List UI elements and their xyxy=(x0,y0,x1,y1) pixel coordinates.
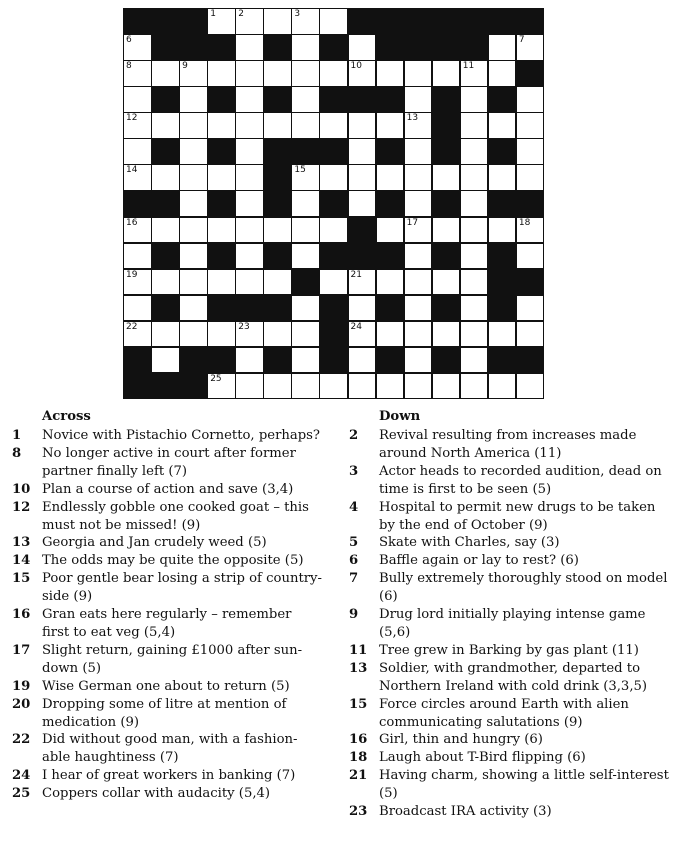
clue-number: 18 xyxy=(518,217,531,228)
grid-cell[interactable] xyxy=(349,35,376,60)
grid-cell[interactable] xyxy=(236,9,263,34)
across-clue xyxy=(12,731,322,767)
clue-number: 14 xyxy=(12,553,31,569)
clue-number: 18 xyxy=(349,750,368,766)
clue-number: 25 xyxy=(210,373,222,384)
grid-cell[interactable] xyxy=(208,9,235,34)
grid-cell[interactable] xyxy=(124,270,151,295)
clue-text: Soldier, with grandmother, departed to Northern Ireland with cold drink (3,3,5) xyxy=(379,660,648,694)
down-clue xyxy=(349,606,669,642)
clue-text: Did without good man, with a fashion-able haughtiness (7) xyxy=(42,732,298,766)
clue-number: 1 xyxy=(210,9,216,19)
clue-text: Endlessly gobble one cooked goat – this must not be missed! (9) xyxy=(42,499,309,533)
grid-cell[interactable] xyxy=(236,35,263,60)
down-clue-list xyxy=(349,427,669,821)
grid-cell[interactable] xyxy=(461,374,488,399)
clue-text: Drug lord initially playing intense game (5,6) xyxy=(379,607,646,640)
grid-cell[interactable] xyxy=(320,374,347,399)
grid-cell[interactable] xyxy=(349,191,376,216)
grid-cell[interactable] xyxy=(208,374,235,399)
clue-number: 9 xyxy=(349,607,359,623)
grid-cell[interactable] xyxy=(349,139,376,164)
grid-cell[interactable] xyxy=(236,244,263,269)
clue-text: Novice with Pistachio Cornetto, perhaps? xyxy=(42,428,321,443)
grid-cell[interactable] xyxy=(405,322,432,347)
clue-number: 8 xyxy=(12,445,22,461)
clue-number: 24 xyxy=(350,321,362,332)
grid-cell[interactable] xyxy=(208,270,235,295)
grid-cell[interactable] xyxy=(349,296,376,321)
clue-number: 23 xyxy=(238,321,250,332)
down-clue xyxy=(349,696,669,732)
grid-cell[interactable] xyxy=(377,218,404,243)
grid-cell[interactable] xyxy=(124,139,151,164)
grid-cell[interactable] xyxy=(208,61,235,86)
grid-cell[interactable] xyxy=(320,113,347,138)
across-clue xyxy=(12,499,322,535)
grid-cell[interactable] xyxy=(236,139,263,164)
grid-cell[interactable] xyxy=(461,322,488,347)
clue-number: 3 xyxy=(349,463,359,479)
clue-text: Actor heads to recorded audition, dead on time is first to be seen (5) xyxy=(379,463,662,497)
clue-number: 12 xyxy=(12,499,31,515)
grid-cell[interactable] xyxy=(461,139,488,164)
clue-number: 5 xyxy=(349,535,359,551)
across-clue xyxy=(12,785,322,803)
clue-number: 22 xyxy=(126,321,138,332)
grid-cell[interactable] xyxy=(320,61,347,86)
clue-number: 13 xyxy=(12,535,31,551)
grid-cell[interactable] xyxy=(517,139,544,164)
grid-cell[interactable] xyxy=(433,61,460,86)
clue-text: Gran eats here regularly – remember first to eat veg (5,4) xyxy=(42,607,292,640)
grid-cell[interactable] xyxy=(264,9,291,34)
clue-text: Baffle again or lay to rest? (6) xyxy=(379,553,579,569)
grid-cell[interactable] xyxy=(405,374,432,399)
grid-cell[interactable] xyxy=(320,270,347,295)
across-clue xyxy=(12,445,322,481)
clue-number: 10 xyxy=(350,61,362,72)
clue-text: Girl, thin and hungry (6) xyxy=(379,732,543,748)
clue-text: Hospital to permit new drugs to be taken by the end of October (9) xyxy=(379,499,656,533)
clue-number: 1 xyxy=(12,428,22,443)
grid-cell[interactable] xyxy=(180,270,207,295)
grid-cell[interactable] xyxy=(405,113,432,138)
clue-number: 21 xyxy=(350,269,362,280)
grid-cell[interactable] xyxy=(236,191,263,216)
crossword-grid xyxy=(123,8,544,399)
grid-cell[interactable] xyxy=(236,322,263,347)
clue-text: Slight return, gaining £1000 after sun-down (5) xyxy=(42,642,303,676)
grid-cell[interactable] xyxy=(433,322,460,347)
grid-cell[interactable] xyxy=(405,296,432,321)
grid-cell[interactable] xyxy=(517,35,544,60)
grid-cell[interactable] xyxy=(489,374,516,399)
grid-cell[interactable] xyxy=(461,218,488,243)
clue-number: 16 xyxy=(349,732,368,748)
clue-number: 2 xyxy=(238,9,244,19)
clue-number: 13 xyxy=(349,660,368,676)
clue-number: 25 xyxy=(12,786,31,802)
grid-cell[interactable] xyxy=(124,35,151,60)
grid-cell[interactable] xyxy=(208,218,235,243)
grid-cell[interactable] xyxy=(517,374,544,399)
clue-number: 8 xyxy=(126,61,132,72)
clue-number: 6 xyxy=(349,553,359,569)
grid-cell[interactable] xyxy=(236,348,263,373)
clue-number: 14 xyxy=(126,165,138,176)
clue-number: 9 xyxy=(182,61,188,72)
grid-cell[interactable] xyxy=(377,322,404,347)
clue-number: 23 xyxy=(349,804,368,820)
clue-number: 15 xyxy=(294,165,306,176)
down-clues xyxy=(349,408,669,821)
grid-cell[interactable] xyxy=(461,113,488,138)
grid-cell[interactable] xyxy=(180,113,207,138)
grid-cell[interactable] xyxy=(349,374,376,399)
across-clue xyxy=(12,642,322,678)
grid-cell[interactable] xyxy=(377,61,404,86)
grid-cell[interactable] xyxy=(489,35,516,60)
down-clue xyxy=(349,552,669,570)
clue-text: Broadcast IRA activity (3) xyxy=(379,804,552,820)
grid-cell[interactable] xyxy=(292,191,319,216)
clue-text: Poor gentle bear losing a strip of country-side (9) xyxy=(42,571,322,605)
grid-cell[interactable] xyxy=(405,218,432,243)
grid-cell[interactable] xyxy=(517,296,544,321)
grid-cell[interactable] xyxy=(377,165,404,190)
clue-text: No longer active in court after former partner finally left (7) xyxy=(42,445,296,479)
grid-cell[interactable] xyxy=(180,165,207,190)
clue-number: 22 xyxy=(12,732,31,748)
grid-cell[interactable] xyxy=(124,165,151,190)
grid-cell[interactable] xyxy=(292,9,319,34)
grid-cell[interactable] xyxy=(405,191,432,216)
down-clue xyxy=(349,767,669,803)
grid-cell[interactable] xyxy=(152,165,179,190)
grid-cell[interactable] xyxy=(433,374,460,399)
grid-cell[interactable] xyxy=(433,165,460,190)
grid-cell[interactable] xyxy=(236,270,263,295)
grid-cell[interactable] xyxy=(236,61,263,86)
clue-number: 3 xyxy=(294,9,301,19)
clue-number: 11 xyxy=(349,642,368,658)
grid-cell[interactable] xyxy=(180,218,207,243)
grid-cell[interactable] xyxy=(292,165,319,190)
grid-cell[interactable] xyxy=(517,165,544,190)
grid-cell[interactable] xyxy=(320,165,347,190)
down-clue xyxy=(349,749,669,767)
grid-cell[interactable] xyxy=(264,374,291,399)
grid-cell[interactable] xyxy=(264,270,291,295)
grid-cell[interactable] xyxy=(292,113,319,138)
grid-cell[interactable] xyxy=(124,218,151,243)
clue-number: 17 xyxy=(406,217,419,228)
clue-number: 20 xyxy=(12,696,31,712)
down-clue xyxy=(349,427,669,463)
grid-cell[interactable] xyxy=(292,374,319,399)
across-clue xyxy=(12,606,322,642)
clue-text: Laugh about T-Bird flipping (6) xyxy=(379,750,586,766)
across-clue-list xyxy=(12,427,322,803)
grid-cell[interactable] xyxy=(405,87,432,112)
grid-cell[interactable] xyxy=(124,113,151,138)
grid-cell[interactable] xyxy=(236,87,263,112)
clue-text: I hear of great workers in banking (7) xyxy=(42,768,296,784)
grid-cell[interactable] xyxy=(180,61,207,86)
across-clue xyxy=(12,552,322,570)
clue-number: 15 xyxy=(349,696,368,712)
grid-cell[interactable] xyxy=(433,218,460,243)
grid-cell[interactable] xyxy=(264,218,291,243)
grid-cell[interactable] xyxy=(461,296,488,321)
grid-cell[interactable] xyxy=(292,218,319,243)
down-clue xyxy=(349,463,669,499)
down-clue xyxy=(349,570,669,606)
grid-cell[interactable] xyxy=(349,348,376,373)
across-heading: Across xyxy=(42,409,91,424)
clue-number: 19 xyxy=(12,678,31,694)
grid-cell[interactable] xyxy=(236,374,263,399)
clue-number: 4 xyxy=(349,499,359,515)
grid-cell[interactable] xyxy=(377,374,404,399)
grid-cell[interactable] xyxy=(517,322,544,347)
grid-cell[interactable] xyxy=(124,61,151,86)
clue-text: Georgia and Jan crudely weed (5) xyxy=(42,535,267,551)
clue-number: 10 xyxy=(12,481,31,497)
clue-text: Having charm, showing a little self-interest (5) xyxy=(379,768,669,802)
grid-cell[interactable] xyxy=(292,35,319,60)
grid-cell[interactable] xyxy=(489,113,516,138)
grid-cell[interactable] xyxy=(152,113,179,138)
grid-cell[interactable] xyxy=(461,348,488,373)
clue-text: Dropping some of litre at mention of medication (9) xyxy=(42,696,287,730)
grid-cell[interactable] xyxy=(461,165,488,190)
clue-number: 11 xyxy=(462,61,475,72)
clue-text: The odds may be quite the opposite (5) xyxy=(42,553,304,569)
grid-cell[interactable] xyxy=(180,139,207,164)
grid-cell[interactable] xyxy=(180,191,207,216)
clue-number: 7 xyxy=(349,571,359,587)
clue-number: 2 xyxy=(349,428,359,443)
grid-cell[interactable] xyxy=(152,270,179,295)
grid-cell[interactable] xyxy=(292,296,319,321)
grid-cell[interactable] xyxy=(180,322,207,347)
grid-cell[interactable] xyxy=(264,113,291,138)
grid-cell[interactable] xyxy=(180,296,207,321)
grid-cell[interactable] xyxy=(292,348,319,373)
clue-text: Plan a course of action and save (3,4) xyxy=(42,481,294,497)
down-clue xyxy=(349,660,669,696)
across-clue xyxy=(12,481,322,499)
grid-cell[interactable] xyxy=(124,87,151,112)
grid-cell[interactable] xyxy=(236,113,263,138)
grid-cell[interactable] xyxy=(349,270,376,295)
grid-cell[interactable] xyxy=(405,139,432,164)
down-clue xyxy=(349,642,669,660)
grid-cell[interactable] xyxy=(292,87,319,112)
clue-text: Wise German one about to return (5) xyxy=(42,678,290,694)
grid-cell[interactable] xyxy=(461,270,488,295)
grid-cell[interactable] xyxy=(489,218,516,243)
grid-cell[interactable] xyxy=(517,113,544,138)
grid-cell[interactable] xyxy=(124,296,151,321)
grid-cell[interactable] xyxy=(489,61,516,86)
grid-cell[interactable] xyxy=(208,165,235,190)
grid-cell[interactable] xyxy=(433,270,460,295)
grid-cell[interactable] xyxy=(377,113,404,138)
clue-number: 21 xyxy=(349,768,368,784)
grid-cell[interactable] xyxy=(349,165,376,190)
grid-cell[interactable] xyxy=(264,61,291,86)
clue-number: 16 xyxy=(126,217,138,228)
grid-cell[interactable] xyxy=(152,218,179,243)
grid-cell[interactable] xyxy=(489,165,516,190)
down-clue xyxy=(349,534,669,552)
grid-cell[interactable] xyxy=(180,87,207,112)
across-clue xyxy=(12,427,322,445)
clue-text: Coppers collar with audacity (5,4) xyxy=(42,786,271,802)
clue-text: Force circles around Earth with alien communicating salutations (9) xyxy=(379,696,629,730)
clue-number: 17 xyxy=(12,642,31,658)
grid-cell[interactable] xyxy=(461,61,488,86)
grid-cell[interactable] xyxy=(517,87,544,112)
across-clue xyxy=(12,678,322,696)
grid-cell[interactable] xyxy=(264,322,291,347)
grid-cell[interactable] xyxy=(405,348,432,373)
grid-cell[interactable] xyxy=(405,61,432,86)
clue-text: Bully extremely thoroughly stood on model (6) xyxy=(379,571,668,605)
clue-number: 6 xyxy=(126,35,132,46)
across-clues xyxy=(12,408,322,803)
grid-cell[interactable] xyxy=(517,244,544,269)
clue-text: Revival resulting from increases made around North America (11) xyxy=(379,428,637,461)
grid-cell[interactable] xyxy=(152,348,179,373)
down-clue xyxy=(349,731,669,749)
clue-number: 15 xyxy=(12,571,31,587)
grid-cell[interactable] xyxy=(236,218,263,243)
clue-number: 13 xyxy=(406,113,419,124)
clue-text: Skate with Charles, say (3) xyxy=(379,535,560,551)
grid-cell[interactable] xyxy=(152,61,179,86)
grid-cell[interactable] xyxy=(349,113,376,138)
across-clue xyxy=(12,570,322,606)
grid-cell[interactable] xyxy=(461,244,488,269)
grid-cell[interactable] xyxy=(349,322,376,347)
grid-cell[interactable] xyxy=(489,322,516,347)
clue-number: 12 xyxy=(126,113,138,124)
grid-cell[interactable] xyxy=(461,87,488,112)
clue-text: Tree grew in Barking by gas plant (11) xyxy=(379,642,639,658)
grid-cell[interactable] xyxy=(320,218,347,243)
grid-cell[interactable] xyxy=(405,244,432,269)
clue-number: 19 xyxy=(126,269,138,280)
grid-cell[interactable] xyxy=(405,270,432,295)
clue-number: 16 xyxy=(12,607,31,623)
grid-cell[interactable] xyxy=(320,9,347,34)
grid-cell[interactable] xyxy=(208,322,235,347)
down-clue xyxy=(349,803,669,821)
grid-cell[interactable] xyxy=(208,113,235,138)
grid-cell[interactable] xyxy=(461,191,488,216)
grid-cell[interactable] xyxy=(292,61,319,86)
grid-cell[interactable] xyxy=(349,61,376,86)
across-clue xyxy=(12,534,322,552)
grid-cell[interactable] xyxy=(180,244,207,269)
clue-number: 7 xyxy=(518,35,525,46)
grid-cell[interactable] xyxy=(124,244,151,269)
grid-cell[interactable] xyxy=(292,322,319,347)
down-heading: Down xyxy=(379,409,421,424)
grid-cell[interactable] xyxy=(517,218,544,243)
grid-cell[interactable] xyxy=(124,322,151,347)
grid-cell[interactable] xyxy=(236,165,263,190)
grid-cell[interactable] xyxy=(405,165,432,190)
clue-number: 24 xyxy=(12,768,31,784)
across-clue xyxy=(12,696,322,732)
grid-cell[interactable] xyxy=(152,322,179,347)
across-clue xyxy=(12,767,322,785)
down-clue xyxy=(349,499,669,535)
grid-cell[interactable] xyxy=(377,270,404,295)
grid-cell[interactable] xyxy=(292,244,319,269)
